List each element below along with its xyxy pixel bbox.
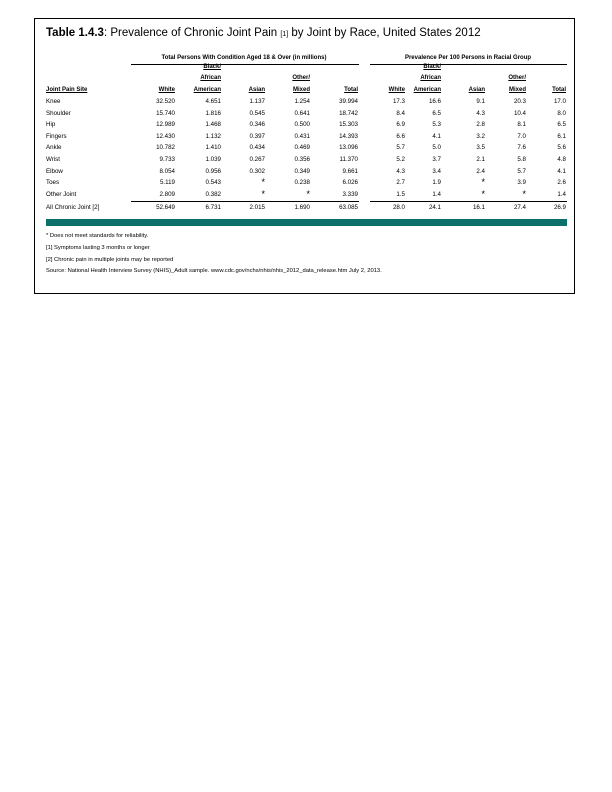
col-header-right-white: White: [388, 87, 405, 93]
row-label: Wrist: [46, 156, 60, 163]
table-cell-count: 6.026: [342, 179, 358, 187]
col-header-left-other-2: Mixed: [292, 87, 310, 93]
footnote: Source: National Health Interview Survey (NHIS)_Adult sample. www.cdc.gov/nchs/nhis/nhis_2012_data_release.htm July 2, 2013.: [46, 268, 382, 275]
table-number: Table 1.4.3: [46, 27, 104, 39]
group-header-prevalence: Prevalence Per 100 Persons in Racial Group: [404, 55, 532, 61]
table-cell-rate: 8.4: [396, 109, 405, 117]
table-cell-rate: 16.1: [472, 204, 485, 211]
table-cell-rate: 16.6: [428, 98, 441, 105]
table-cell-count: 18.742: [339, 109, 358, 117]
footnote: [2] Chronic pain in multiple joints may be reported: [46, 256, 174, 263]
table-cell-count: *: [261, 177, 265, 188]
table-cell-rate: 2.4: [476, 167, 485, 175]
table-cell-rate: 2.1: [476, 156, 485, 163]
table-cell-count: 2.015: [249, 204, 265, 211]
col-header-left-black-3: American: [193, 87, 221, 93]
row-label: Fingers: [46, 132, 67, 140]
table-cell-rate: 4.1: [432, 132, 441, 140]
table-cell-rate: 6.1: [557, 132, 566, 140]
table-cell-rate: 5.6: [557, 144, 566, 152]
footnote: * Does not meet standards for reliability.: [46, 233, 149, 239]
table-cell-count: 12.430: [156, 132, 175, 140]
col-header-right-black-3: American: [413, 87, 441, 93]
row-label: Hip: [46, 121, 56, 129]
table-cell-rate: 26.9: [553, 204, 566, 211]
col-header-right-other-1: Other/: [508, 75, 526, 81]
col-header-left-other-1: Other/: [292, 75, 310, 81]
table-cell-count: 0.346: [249, 121, 265, 129]
col-header-right-total: Total: [552, 87, 566, 93]
table-cell-rate: 27.4: [513, 204, 526, 211]
table-cell-rate: 9.1: [476, 98, 485, 105]
col-header-right-black-1: Black/: [423, 64, 441, 70]
table-cell-count: 15.740: [156, 109, 175, 117]
table-cell-rate: 3.9: [517, 179, 526, 187]
table-cell-count: 0.543: [205, 179, 221, 187]
table-cell-count: 1.468: [205, 121, 221, 129]
table-cell-rate: 4.8: [557, 156, 566, 163]
table-cell-count: 0.956: [205, 167, 221, 175]
row-label: Elbow: [46, 167, 63, 175]
table-cell-count: 14.393: [339, 132, 358, 140]
table-cell-count: 1.816: [205, 109, 221, 117]
table-cell-count: 0.545: [249, 109, 265, 117]
table-cell-rate: 28.0: [392, 204, 405, 211]
row-label: Shoulder: [46, 109, 71, 117]
table-cell-rate: 5.8: [517, 156, 526, 163]
table-bottom-band: [46, 219, 567, 226]
table-cell-count: 11.370: [339, 156, 358, 163]
table-cell-rate: 8.1: [517, 121, 526, 129]
group-header-totals: Total Persons With Condition Aged 18 & Over (in millions): [161, 55, 327, 61]
table-cell-rate: *: [481, 177, 485, 188]
table-cell-count: 2.809: [159, 190, 175, 198]
table-title: [46, 27, 481, 39]
table-cell-rate: *: [481, 188, 485, 199]
table-cell-rate: 7.6: [517, 144, 526, 152]
table-cell-rate: 8.0: [557, 109, 566, 117]
table-cell-rate: 17.0: [553, 98, 566, 105]
table-cell-rate: 20.3: [513, 98, 526, 105]
row-label: Knee: [46, 98, 61, 105]
table-cell-count: 1.690: [294, 204, 310, 211]
row-label: Other Joint: [46, 190, 77, 198]
col-header-right-asian: Asian: [468, 87, 485, 93]
col-header-left-black-1: Black/: [203, 64, 221, 70]
table-cell-count: 0.431: [294, 132, 310, 140]
table-cell-count: 0.469: [294, 144, 310, 152]
table-cell-rate: 2.8: [476, 121, 485, 129]
table-cell-count: 1.132: [205, 132, 221, 140]
row-label: All Chronic Joint [2]: [46, 204, 100, 211]
table-cell-count: 0.397: [249, 132, 265, 140]
table-cell-rate: 5.7: [396, 144, 405, 152]
footnote: [1] Symptoms lasting 3 months or longer: [46, 244, 150, 251]
table-cell-count: 63.085: [339, 204, 358, 211]
col-header-site: Joint Pain Site: [46, 87, 88, 93]
table-cell-count: 0.500: [294, 121, 310, 129]
table-cell-rate: 3.7: [432, 156, 441, 163]
table-cell-rate: 6.9: [396, 121, 405, 129]
table-cell-count: 0.356: [294, 156, 310, 163]
table-cell-count: 4.651: [205, 98, 221, 105]
table-cell-rate: 1.5: [396, 190, 405, 198]
table-cell-count: 1.039: [205, 156, 221, 163]
col-header-left-white: White: [158, 87, 175, 93]
table-cell-rate: 3.2: [476, 132, 485, 140]
table-cell-rate: 10.4: [513, 109, 526, 117]
table-cell-count: 12.989: [156, 121, 175, 129]
table-cell-rate: 6.5: [432, 109, 441, 117]
table-cell-count: 0.238: [294, 179, 310, 187]
table-cell-count: *: [261, 188, 265, 199]
table-cell-rate: 4.3: [476, 109, 485, 117]
table-cell-rate: 2.7: [396, 179, 405, 187]
title-tail: by Joint by Race, United States 2012: [288, 27, 481, 39]
table-cell-count: 1.410: [205, 144, 221, 152]
table-cell-count: 15.303: [339, 121, 358, 129]
table-cell-rate: 24.1: [428, 204, 441, 211]
col-header-left-asian: Asian: [248, 87, 265, 93]
col-header-left-total: Total: [344, 87, 358, 93]
col-header-right-other-2: Mixed: [508, 87, 526, 93]
table-cell-rate: 4.1: [557, 167, 566, 175]
col-header-left-black-2: African: [200, 75, 221, 81]
title-footnote-ref: [1]: [280, 31, 289, 38]
table-cell-count: 0.434: [249, 144, 265, 152]
table-cell-count: 13.096: [339, 144, 358, 152]
table-cell-rate: 5.7: [517, 167, 526, 175]
row-label: Toes: [46, 179, 60, 187]
table-cell-count: 6.731: [205, 204, 221, 211]
table-cell-rate: 5.2: [396, 156, 405, 163]
table-cell-count: 9.733: [159, 156, 175, 163]
table-cell-rate: *: [522, 188, 526, 199]
table-cell-rate: 5.0: [432, 144, 441, 152]
table-cell-count: 32.520: [156, 98, 175, 105]
table-cell-count: 0.641: [294, 109, 310, 117]
table-cell-rate: 3.4: [432, 167, 441, 175]
table-cell-count: 1.254: [294, 98, 310, 105]
table-cell-count: 0.382: [205, 190, 221, 198]
table-cell-rate: 6.6: [396, 132, 405, 140]
total-separator-right: [370, 201, 567, 202]
table-cell-rate: 7.0: [517, 132, 526, 140]
table-cell-count: 5.119: [159, 179, 175, 187]
table-cell-rate: 3.5: [476, 144, 485, 152]
table-cell-rate: 2.6: [557, 179, 566, 187]
table-cell-count: *: [306, 188, 310, 199]
table-cell-count: 9.661: [342, 167, 358, 175]
table-cell-count: 0.349: [294, 167, 310, 175]
table-cell-rate: 17.3: [392, 98, 405, 105]
table-cell-rate: 6.5: [557, 121, 566, 129]
table-cell-count: 1.137: [249, 98, 265, 105]
table-cell-count: 0.267: [249, 156, 265, 163]
table-cell-count: 52.649: [156, 204, 175, 211]
table-cell-rate: 1.9: [432, 179, 441, 187]
table-cell-rate: 1.4: [432, 190, 441, 198]
table-cell-rate: 4.3: [396, 167, 405, 175]
title-text: : Prevalence of Chronic Joint Pain: [103, 27, 281, 39]
table-cell-rate: 1.4: [557, 190, 566, 198]
table-cell-count: 8.054: [159, 167, 175, 175]
table-cell-count: 39.994: [339, 98, 358, 105]
group-header-prevalence-rule: [370, 64, 567, 65]
total-separator-left: [131, 201, 359, 202]
row-label: Ankle: [46, 144, 62, 152]
col-header-right-black-2: African: [420, 75, 441, 81]
table-cell-count: 10.782: [156, 144, 175, 152]
table-cell-count: 3.339: [342, 190, 358, 198]
group-header-totals-rule: [131, 64, 359, 65]
table-cell-rate: 5.3: [432, 121, 441, 129]
table-cell-count: 0.302: [249, 167, 265, 175]
